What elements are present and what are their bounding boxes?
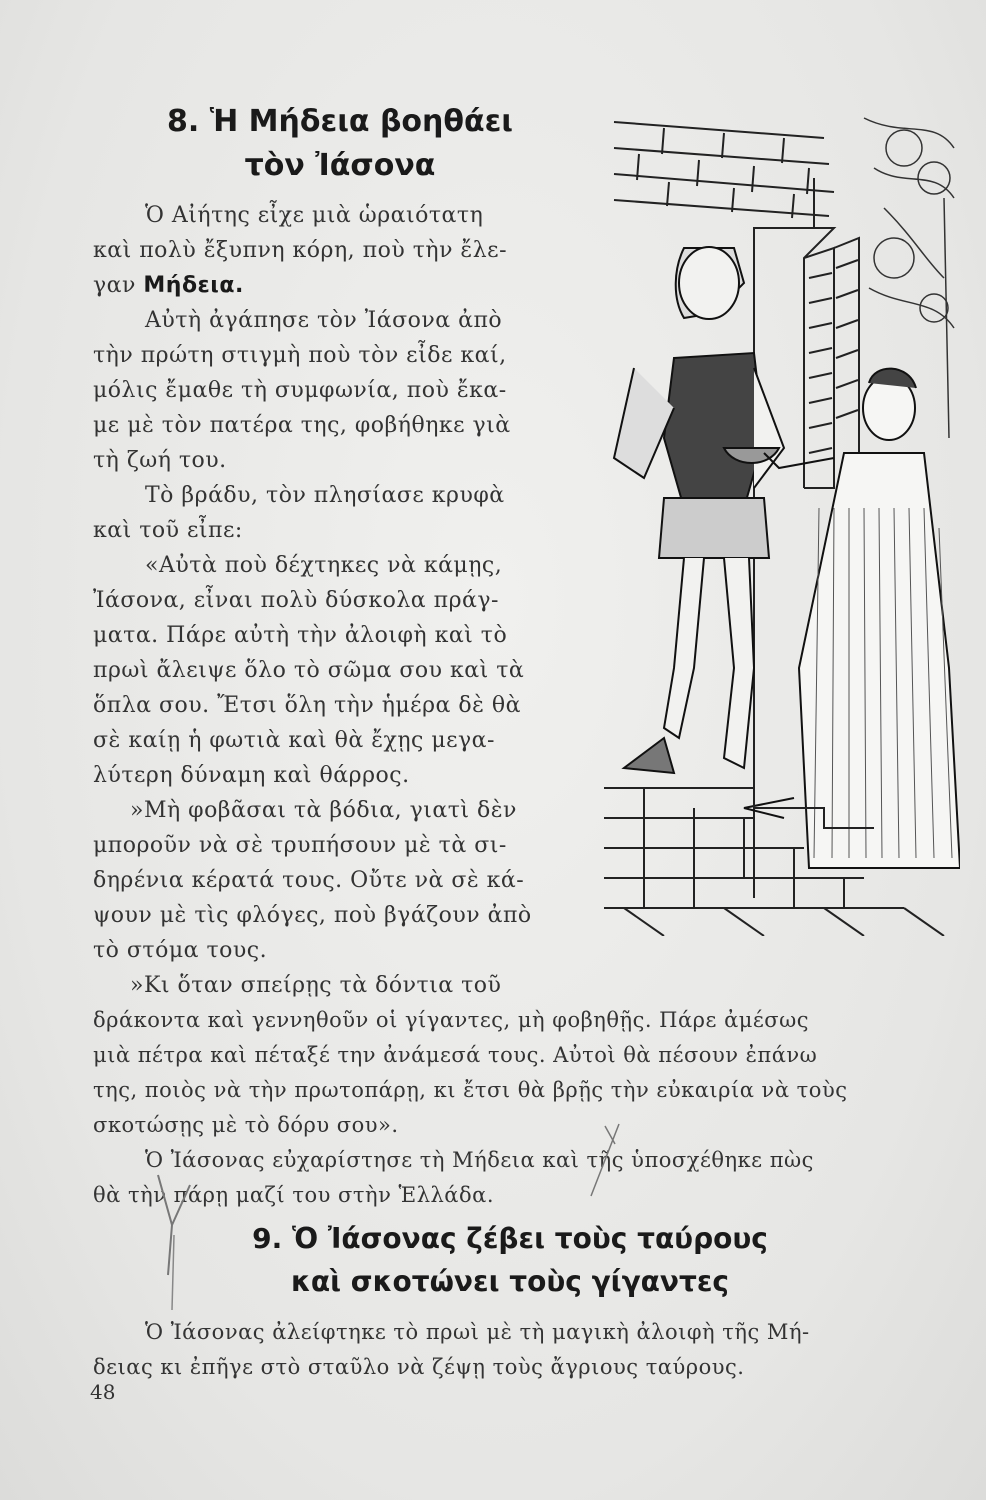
pencil-stroke-mark <box>585 1120 625 1200</box>
illustration-medea-jason <box>604 108 960 936</box>
text-line: Ὁ Ἰάσονας ἀλείφτηκε τὸ πρωὶ μὲ τὴ μαγικὴ ἀλοιφὴ τῆς Μή- <box>145 1320 810 1344</box>
text-line <box>93 268 244 303</box>
text-line: Ὁ Ἰάσονας εὐχαρίστησε τὴ Μήδεια καὶ τῆς ὑποσχέθηκε πὼς <box>145 1148 814 1172</box>
text-line: μιὰ πέτρα καὶ πέταξέ την ἀνάμεσά τους. Αὐτοὶ θὰ πέσουν ἐπάνω <box>93 1043 818 1067</box>
text-line: θὰ τὴν πάρῃ μαζί του στὴν Ἑλλάδα. <box>93 1183 494 1207</box>
section-9-title-line-2: καὶ σκοτώνει τοὺς γίγαντες <box>290 1265 730 1298</box>
text-line: πρωὶ ἄλειψε ὅλο τὸ σῶμα σου καὶ τὰ <box>93 658 525 683</box>
text-line: δειας κι ἐπῆγε στὸ σταῦλο νὰ ζέψῃ τοὺς ἄγριους ταύρους. <box>93 1355 745 1379</box>
pencil-check-mark <box>150 1165 210 1315</box>
text-line: «Αὐτὰ ποὺ δέχτηκες νὰ κάμῃς, <box>145 553 503 578</box>
text-line: καὶ πολὺ ἔξυπνη κόρη, ποὺ τὴν ἔλε- <box>93 238 508 263</box>
text-line: με μὲ τὸν πατέρα της, φοβήθηκε γιὰ <box>93 413 511 438</box>
text-line: Ἰάσονα, εἶναι πολὺ δύσκολα πράγ- <box>93 588 499 613</box>
text-line: καὶ τοῦ εἶπε: <box>93 518 243 543</box>
text-line: »Μὴ φοβᾶσαι τὰ βόδια, γιατὶ δὲν <box>130 798 517 823</box>
section-8-title-line-1: 8. Ἡ Μήδεια βοηθάει <box>166 104 513 139</box>
text-line: σκοτώσῃς μὲ τὸ δόρυ σου». <box>93 1113 399 1137</box>
page-number: 48 <box>90 1380 116 1404</box>
text-line: τὴν πρώτη στιγμὴ ποὺ τὸν εἶδε καί, <box>93 343 507 368</box>
section-8-title-line-2: τὸν Ἰάσονα <box>244 148 436 183</box>
text-line: τὴ ζωή του. <box>93 448 227 473</box>
text-fragment: γαν <box>93 273 136 298</box>
text-line: ὅπλα σου. Ἔτσι ὅλη τὴν ἡμέρα δὲ θὰ <box>93 693 521 718</box>
text-line: μόλις ἔμαθε τὴ συμφωνία, ποὺ ἔκα- <box>93 378 507 403</box>
text-line: σὲ καίῃ ἡ φωτιὰ καὶ θὰ ἔχῃς μεγα- <box>93 728 495 753</box>
text-line: ψουν μὲ τὶς φλόγες, ποὺ βγάζουν ἀπὸ <box>93 903 532 928</box>
text-line: ματα. Πάρε αὐτὴ τὴν ἀλοιφὴ καὶ τὸ <box>93 623 508 648</box>
text-line: λύτερη δύναμη καὶ θάρρος. <box>93 763 410 788</box>
text-line: »Κι ὅταν σπείρῃς τὰ δόντια τοῦ <box>130 973 502 998</box>
name-medea-bold: Μήδεια. <box>143 273 244 298</box>
text-line: δράκοντα καὶ γεννηθοῦν οἱ γίγαντες, μὴ φοβηθῇς. Πάρε ἀμέσως <box>93 1008 810 1032</box>
text-line: Αὐτὴ ἀγάπησε τὸν Ἰάσονα ἀπὸ <box>145 308 503 333</box>
text-line: Ὁ Αἰήτης εἶχε μιὰ ὡραιότατη <box>145 203 484 228</box>
text-line: μποροῦν νὰ σὲ τρυπήσουν μὲ τὰ σι- <box>93 833 507 858</box>
text-line: Τὸ βράδυ, τὸν πλησίασε κρυφὰ <box>145 483 505 508</box>
text-line: της, ποιὸς νὰ τὴν πρωτοπάρῃ, κι ἔτσι θὰ βρῇς τὴν εὐκαιρία νὰ τοὺς <box>93 1078 848 1102</box>
text-line: δηρένια κέρατά τους. Οὔτε νὰ σὲ κά- <box>93 868 525 893</box>
section-9-title-line-1: 9. Ὁ Ἰάσονας ζέβει τοὺς ταύρους <box>252 1222 768 1255</box>
text-line: τὸ στόμα τους. <box>93 938 268 963</box>
